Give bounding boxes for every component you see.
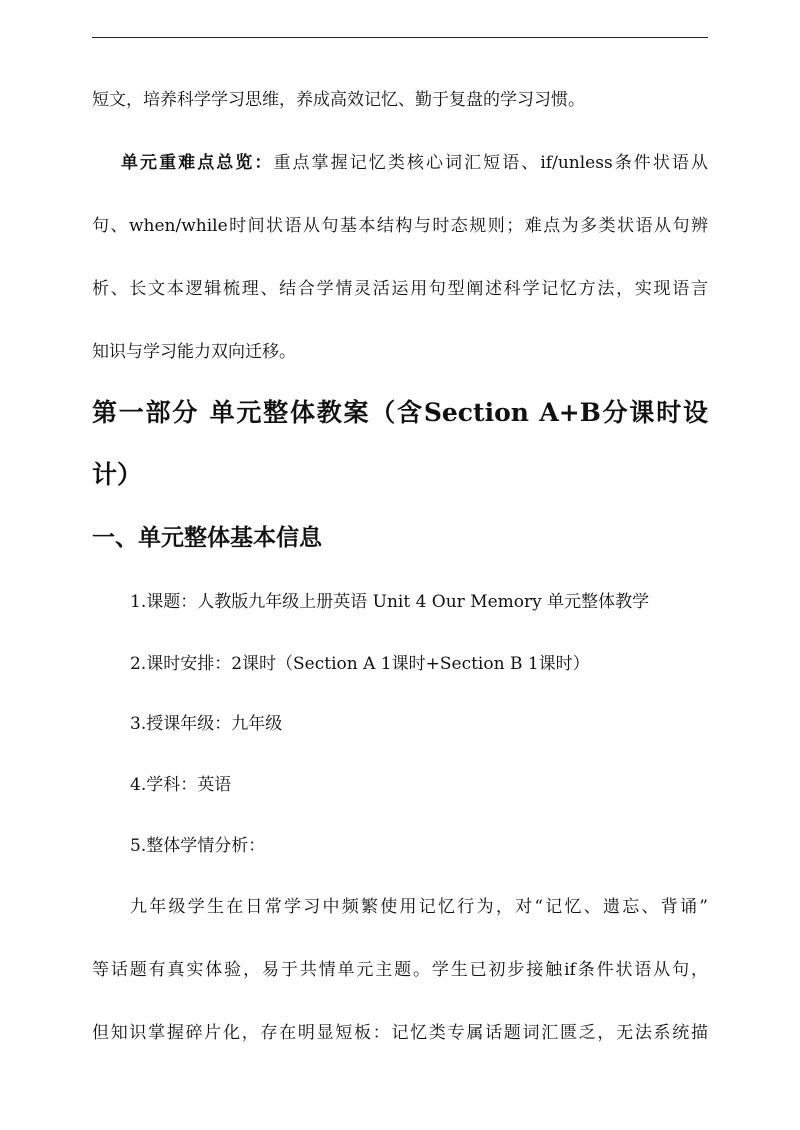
key-points-line-2: 句、when/while时间状语从句基本结构与时态规则；难点为多类状语从句辨 bbox=[92, 216, 708, 236]
info-item: 2.课时安排：2课时（Section A 1课时+Section B 1课时） bbox=[130, 654, 590, 674]
key-points-line-3: 析、长文本逻辑梳理、结合学情灵活运用句型阐述科学记忆方法，实现语言 bbox=[92, 279, 708, 299]
info-item: 5.整体学情分析： bbox=[130, 836, 266, 856]
key-points-line-4: 知识与学习能力双向迁移。 bbox=[92, 342, 296, 362]
key-points-line-1 bbox=[121, 151, 708, 175]
intro-line: 短文，培养科学学习思维，养成高效记忆、勤于复盘的学习习惯。 bbox=[92, 90, 585, 110]
part-title-line-2: 计） bbox=[92, 460, 143, 489]
section-heading: 一、单元整体基本信息 bbox=[92, 524, 322, 551]
analysis-line-1: 九年级学生在日常学习中频繁使用记忆行为，对“记忆、遗忘、背诵” bbox=[130, 897, 708, 917]
analysis-line-2: 等话题有真实体验，易于共情单元主题。学生已初步接触if条件状语从句， bbox=[92, 960, 708, 980]
key-points-text: 重点掌握记忆类核心词汇短语、if/unless条件状语从 bbox=[273, 153, 708, 173]
analysis-line-3: 但知识掌握碎片化，存在明显短板：记忆类专属话题词汇匮乏，无法系统描 bbox=[92, 1023, 708, 1043]
info-item: 4.学科：英语 bbox=[130, 775, 232, 795]
info-item: 3.授课年级：九年级 bbox=[130, 714, 283, 734]
key-points-label: 单元重难点总览： bbox=[121, 153, 274, 173]
part-title-line-1: 第一部分 单元整体教案（含Section A+B分课时设 bbox=[92, 398, 708, 427]
header-rule bbox=[92, 37, 708, 38]
info-item: 1.课题：人教版九年级上册英语 Unit 4 Our Memory 单元整体教学 bbox=[130, 592, 650, 612]
